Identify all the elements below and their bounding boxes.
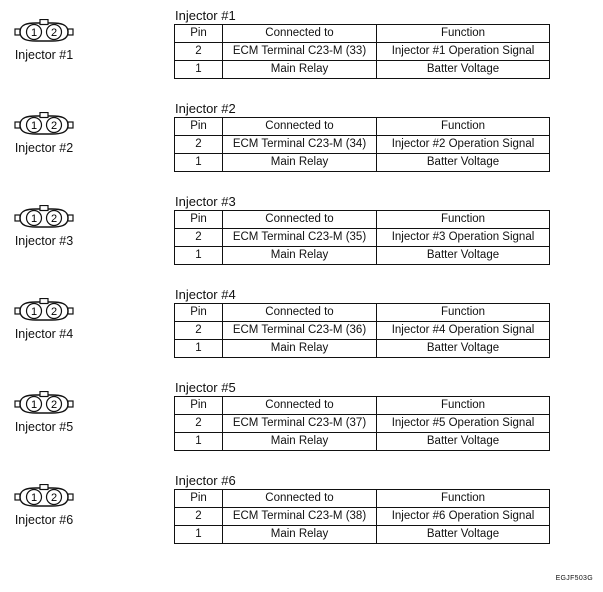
connected-to-cell: Main Relay — [223, 340, 377, 358]
connected-to-cell: Main Relay — [223, 247, 377, 265]
header-connected-to: Connected to — [223, 397, 377, 415]
pin-number: 2 — [50, 120, 58, 132]
header-pin: Pin — [175, 118, 223, 136]
connected-to-cell: ECM Terminal C23-M (34) — [223, 136, 377, 154]
table-row — [175, 526, 550, 544]
table-row — [175, 433, 550, 451]
table-row — [175, 229, 550, 247]
injector-section — [174, 194, 550, 265]
section-title: Injector #6 — [175, 473, 236, 488]
connector-label: Injector #4 — [14, 327, 74, 341]
connector-label: Injector #3 — [14, 234, 74, 248]
connector-diagram — [8, 205, 80, 248]
header-connected-to: Connected to — [223, 211, 377, 229]
connected-to-cell: ECM Terminal C23-M (36) — [223, 322, 377, 340]
pin-cell: 1 — [175, 154, 223, 172]
function-cell: Injector #5 Operation Signal — [377, 415, 550, 433]
pin-number: 1 — [30, 120, 38, 132]
connector-icon — [12, 205, 76, 231]
pin-cell: 2 — [175, 415, 223, 433]
function-cell: Batter Voltage — [377, 61, 550, 79]
connector-icon — [12, 298, 76, 324]
header-function: Function — [377, 304, 550, 322]
function-cell: Batter Voltage — [377, 526, 550, 544]
section-title: Injector #1 — [175, 8, 236, 23]
table-row — [175, 154, 550, 172]
pin-number: 1 — [30, 492, 38, 504]
connector-diagram — [8, 112, 80, 155]
connected-to-cell: Main Relay — [223, 526, 377, 544]
pin-cell: 1 — [175, 526, 223, 544]
function-cell: Batter Voltage — [377, 433, 550, 451]
injector-section — [174, 101, 550, 172]
connector-diagram — [8, 484, 80, 527]
header-function: Function — [377, 211, 550, 229]
pin-cell: 2 — [175, 508, 223, 526]
connector-label: Injector #5 — [14, 420, 74, 434]
injector-section — [174, 380, 550, 451]
function-cell: Injector #6 Operation Signal — [377, 508, 550, 526]
connected-to-cell: Main Relay — [223, 433, 377, 451]
connector-icon — [12, 391, 76, 417]
connector-label: Injector #6 — [14, 513, 74, 527]
header-function: Function — [377, 490, 550, 508]
pin-table — [174, 303, 550, 358]
table-header-row — [175, 118, 550, 136]
header-connected-to: Connected to — [223, 490, 377, 508]
connector-label: Injector #2 — [14, 141, 74, 155]
pin-cell: 1 — [175, 61, 223, 79]
pin-cell: 2 — [175, 136, 223, 154]
table-header-row — [175, 397, 550, 415]
pin-number: 1 — [30, 306, 38, 318]
function-cell: Injector #1 Operation Signal — [377, 43, 550, 61]
function-cell: Injector #3 Operation Signal — [377, 229, 550, 247]
header-function: Function — [377, 397, 550, 415]
function-cell: Injector #4 Operation Signal — [377, 322, 550, 340]
pin-cell: 1 — [175, 247, 223, 265]
pin-table — [174, 117, 550, 172]
pin-number: 1 — [30, 213, 38, 225]
pin-number: 2 — [50, 492, 58, 504]
connector-label: Injector #1 — [14, 48, 74, 62]
pin-cell: 1 — [175, 340, 223, 358]
connected-to-cell: ECM Terminal C23-M (33) — [223, 43, 377, 61]
function-cell: Batter Voltage — [377, 154, 550, 172]
header-connected-to: Connected to — [223, 304, 377, 322]
header-function: Function — [377, 25, 550, 43]
table-header-row — [175, 304, 550, 322]
section-title: Injector #2 — [175, 101, 236, 116]
connector-icon — [12, 484, 76, 510]
injector-section — [174, 473, 550, 544]
pin-cell: 1 — [175, 433, 223, 451]
pin-number: 1 — [30, 399, 38, 411]
connector-icon — [12, 112, 76, 138]
connector-diagram — [8, 298, 80, 341]
pin-number: 2 — [50, 399, 58, 411]
header-function: Function — [377, 118, 550, 136]
header-connected-to: Connected to — [223, 25, 377, 43]
header-pin: Pin — [175, 490, 223, 508]
figure-code: EGJF503G — [555, 575, 593, 582]
section-title: Injector #5 — [175, 380, 236, 395]
table-row — [175, 61, 550, 79]
pin-number: 2 — [50, 306, 58, 318]
connected-to-cell: ECM Terminal C23-M (38) — [223, 508, 377, 526]
table-row — [175, 43, 550, 61]
header-pin: Pin — [175, 25, 223, 43]
table-row — [175, 247, 550, 265]
function-cell: Batter Voltage — [377, 340, 550, 358]
header-pin: Pin — [175, 397, 223, 415]
connector-diagram — [8, 391, 80, 434]
injector-section — [174, 8, 550, 79]
table-row — [175, 415, 550, 433]
header-pin: Pin — [175, 211, 223, 229]
table-header-row — [175, 490, 550, 508]
table-row — [175, 322, 550, 340]
injector-section — [174, 287, 550, 358]
section-title: Injector #3 — [175, 194, 236, 209]
pin-number: 2 — [50, 213, 58, 225]
table-row — [175, 340, 550, 358]
table-header-row — [175, 25, 550, 43]
pin-cell: 2 — [175, 43, 223, 61]
pin-number: 2 — [50, 27, 58, 39]
header-connected-to: Connected to — [223, 118, 377, 136]
header-pin: Pin — [175, 304, 223, 322]
connected-to-cell: ECM Terminal C23-M (35) — [223, 229, 377, 247]
pin-table — [174, 24, 550, 79]
table-row — [175, 508, 550, 526]
pin-cell: 2 — [175, 229, 223, 247]
connected-to-cell: Main Relay — [223, 61, 377, 79]
table-header-row — [175, 211, 550, 229]
pin-cell: 2 — [175, 322, 223, 340]
function-cell: Batter Voltage — [377, 247, 550, 265]
pin-table — [174, 396, 550, 451]
connector-icon — [12, 19, 76, 45]
function-cell: Injector #2 Operation Signal — [377, 136, 550, 154]
table-row — [175, 136, 550, 154]
pin-table — [174, 210, 550, 265]
pin-number: 1 — [30, 27, 38, 39]
section-title: Injector #4 — [175, 287, 236, 302]
pin-table — [174, 489, 550, 544]
connected-to-cell: Main Relay — [223, 154, 377, 172]
connected-to-cell: ECM Terminal C23-M (37) — [223, 415, 377, 433]
connector-diagram — [8, 19, 80, 62]
